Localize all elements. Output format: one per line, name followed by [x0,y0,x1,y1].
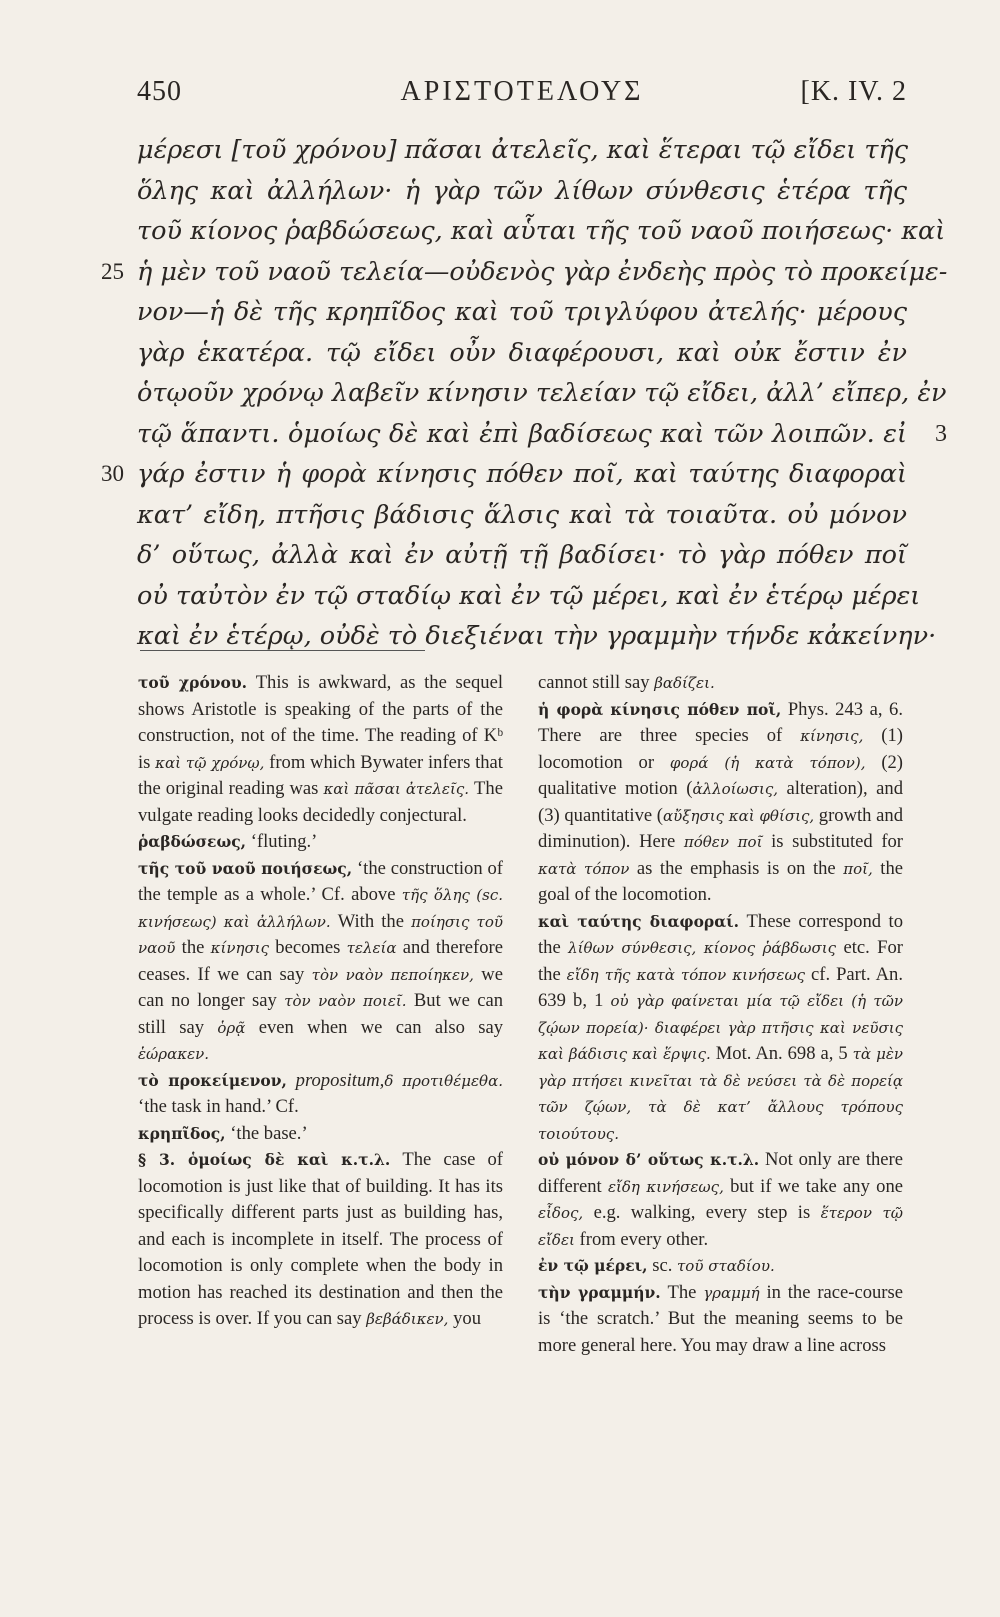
note-text: Phys. 243 a, 6. There are three species of [538,698,903,746]
note-text: and therefore ceases. If we can say [138,937,503,985]
note-text: The [660,1281,704,1303]
note-greek: λίθων σύνθεσις, κίονος ῥάβδωσις [568,939,837,957]
note-text: etc. For the [538,937,903,985]
note-text: as the emphasis is on the [629,857,844,879]
line-text: νον—ἡ δὲ τῆς κρηπῖδος καὶ τοῦ τριγλύφου ἀτελής· μέρους [137,297,907,327]
note-lemma: τὴν γραμμήν. [538,1282,661,1302]
line-text: ὁτῳοῦν χρόνῳ λαβεῖν κίνησιν τελείαν τῷ εἴδει, ἀλλ’ εἴπερ, ἐν [137,378,947,408]
text-line [137,373,947,414]
note-greek: εἴδη κινήσεως, [607,1177,724,1196]
note-greek: οὐ γὰρ φαίνεται μία τῷ εἴδει (ἡ τῶν ζῴων πορεία)· διαφέρει γὰρ πτῆσις καὶ νεῦσις καὶ βάδισις καὶ ἕρψις. [538,992,903,1063]
note-lemma: ῥαβδώσεως, [138,832,247,851]
note-text: growth and diminution). Here [538,804,903,852]
note-text: Mot. An. 698 a, 5 [710,1043,853,1064]
note-greek: τὸν ναὸν πεποίηκεν, [311,965,474,984]
running-title: ΑΡΙΣΤΟΤΕΛΟΥΣ [400,76,644,107]
note-text: Not only are there different [538,1149,904,1197]
commentary-note [538,670,903,697]
commentary-right-column [538,670,903,1359]
note-greek: κίνησις [210,939,270,957]
note-text: the goal of the locomotion. [538,857,904,905]
note-text: sc. [647,1255,677,1276]
line-number: 30 [101,461,124,486]
note-text: you [448,1308,481,1329]
note-lemma: τὸ προκείμενον, [138,1070,287,1090]
text-line [137,333,907,374]
note-lemma: κρηπῖδος, [138,1123,226,1143]
note-text: e.g. walking, every step is [583,1202,821,1223]
commentary-note [138,1147,503,1333]
note-text: from which Bywater infers that the original reading was [138,751,503,799]
commentary-note [538,909,903,1148]
commentary-left-column [138,670,503,1333]
note-text: cf. Part. An. 639 b, 1 [538,963,903,1011]
note-greek: κατὰ τόπον [538,859,630,878]
note-greek: τὰ μὲν γὰρ πτήσει κινεῖται τὰ δὲ νεύσει τὰ δὲ πορείᾳ τῶν ζῴων, τὰ δὲ κατ’ ἄλλους τρόπους τοιούτους. [538,1045,903,1143]
note-latin: propositum, [295,1069,385,1091]
note-greek: βαδίζει. [654,674,715,692]
note-text: is substituted for [762,831,903,852]
line-text: τοῦ κίονος ῥαβδώσεως, καὶ αὗται τῆς τοῦ ναοῦ ποιήσεως· καὶ [137,216,946,246]
note-text: (1) locomotion or [538,725,903,773]
line-text: καὶ ἐν ἑτέρῳ, οὐδὲ τὸ διεξιέναι τὴν γραμμὴν τήνδε κἀκείνην· [137,621,937,651]
note-lemma: § 3. ὁμοίως δὲ καὶ κ.τ.λ. [138,1150,391,1169]
line-text: γάρ ἐστιν ἡ φορὰ κίνησις πόθεν ποῖ, καὶ ταύτης διαφοραὶ [137,459,907,489]
text-line [137,292,907,333]
note-greek: δ προτιθέμεθα. [384,1071,503,1090]
greek-main-text [101,130,948,657]
note-text: ‘the construction of the temple as a whole.’ Cf. above [138,857,503,905]
note-greek: καὶ τῷ χρόνῳ, [155,753,265,772]
note-lemma: τοῦ χρόνου. [138,673,248,692]
commentary-note [538,1147,903,1253]
line-text: δ’ οὕτως, ἀλλὰ καὶ ἐν αὐτῇ τῇ βαδίσει· τὸ γὰρ πόθεν ποῖ [137,540,907,570]
commentary-note [138,1068,503,1121]
note-lemma: οὐ μόνον δ’ οὕτως κ.τ.λ. [538,1150,760,1169]
line-text: ὅλης καὶ ἀλλήλων· ἡ γὰρ τῶν λίθων σύνθεσις ἑτέρα τῆς [137,175,907,206]
section-number: 3 [935,420,947,447]
note-greek: τοῦ σταδίου. [677,1257,775,1275]
note-text: ‘the task in hand.’ Cf. [138,1096,299,1117]
note-lemma: καὶ ταύτης διαφοραί. [538,911,740,931]
note-text: ‘fluting.’ [246,831,318,852]
note-greek: πόθεν ποῖ [683,833,763,851]
line-text: οὐ ταὐτὸν ἐν τῷ σταδίῳ καὶ ἐν τῷ μέρει, καὶ ἐν ἑτέρῳ μέρει [137,580,921,611]
page-number: 450 [137,76,182,107]
note-greek: καὶ πᾶσαι ἀτελεῖς. [323,780,469,798]
commentary-note [138,856,503,1068]
line-text: ἡ μὲν τοῦ ναοῦ τελεία—οὐδενὸς γὰρ ἐνδεὴς πρὸς τὸ προκείμε- [137,256,948,287]
note-text: we can no longer say [138,963,503,1011]
commentary-note [138,670,503,829]
note-text: But we can still say [138,990,503,1038]
note-greek: τὸν ναὸν ποιεῖ. [284,992,407,1010]
commentary-note [538,697,903,909]
text-line [137,535,907,576]
note-text: but if we take any one [723,1175,904,1197]
section-reference: [K. IV. 2 [800,76,907,107]
note-lemma: τῆς τοῦ ναοῦ ποιήσεως, [138,858,353,878]
text-line [101,252,948,293]
text-line [137,171,907,212]
note-greek: ποῖ, [843,859,873,878]
note-text: the [175,937,211,958]
note-text: becomes [269,937,347,958]
commentary-note [138,1121,503,1148]
text-line [137,130,907,171]
note-greek: τελεία [346,939,397,957]
text-line [101,454,907,495]
note-greek: ἕτερον τῷ εἴδει [538,1204,904,1249]
note-text: These correspond to the [538,910,903,958]
note-text: The vulgate reading looks decidedly conjectural. [138,778,503,826]
line-text: κατ’ εἴδη, πτῆσις βάδισις ἅλσις καὶ τὰ τοιαῦτα. οὐ μόνον [137,499,907,530]
line-text: τῷ ἅπαντι. ὁμοίως δὲ καὶ ἐπὶ βαδίσεως καὶ τῶν λοιπῶν. εἰ [137,418,907,449]
note-text: (2) qualitative motion ( [538,751,903,799]
text-line [137,211,946,252]
note-text [287,1070,296,1091]
commentary-note [138,829,503,856]
note-greek: ἑώρακεν. [138,1045,210,1063]
note-greek: φορά (ἡ κατὰ τόπον), [669,753,866,772]
note-lemma: ἐν τῷ μέρει, [538,1256,648,1275]
commentary-note [538,1253,903,1280]
note-greek: τῆς ὅλης (sc. κινήσεως) καὶ ἀλλήλων. [138,886,503,931]
commentary-note [538,1280,903,1360]
line-text: γὰρ ἑκατέρα. τῷ εἴδει οὖν διαφέρουσι, καὶ οὐκ ἔστιν ἐν [137,337,907,368]
line-text: μέρεσι [τοῦ χρόνου] πᾶσαι ἀτελεῖς, καὶ ἕτεραι τῷ εἴδει τῆς [137,135,909,165]
note-text: from every other. [574,1228,709,1250]
note-text: This is awkward, as the sequel shows Aristotle is speaking of the parts of the construction, not of the time. The reading of Kᵇ is [138,672,503,773]
note-greek: κίνησις, [800,727,864,745]
note-greek: βεβάδικεν, [366,1310,449,1328]
note-greek: ποίησις τοῦ ναοῦ [138,912,503,957]
note-text: ‘the base.’ [225,1122,308,1144]
note-greek: αὔξησις καὶ φθίσις, [662,806,815,825]
footnote-rule [140,650,425,651]
note-text: cannot still say [538,672,655,693]
note-text: in the race-course is ‘the scratch.’ But the meaning seems to be more general here. You may draw a line across [538,1281,903,1356]
note-greek: ὁρᾷ [217,1018,246,1037]
note-greek: γραμμή [703,1283,760,1302]
text-line [137,414,947,455]
note-text: even when we can also say [245,1016,503,1038]
text-line [137,576,921,617]
note-text: alteration), and (3) quantitative ( [538,778,903,826]
note-greek: εἶδος, [538,1204,584,1222]
note-greek: ἀλλοίωσις, [692,780,779,798]
running-header [137,76,907,116]
note-lemma: ἡ φορὰ κίνησις πόθεν ποῖ, [538,699,782,719]
note-text: With the [330,910,412,932]
text-line [137,495,907,536]
note-greek: εἴδη τῆς κατὰ τόπον κινήσεως [566,965,806,984]
line-number: 25 [101,258,124,284]
note-text: The case of locomotion is just like that of building. It has its specifically different parts just as building has, and each is incomplete in itself. The process of locomotion is only complete when the body in motion has reached its destination and then the process is over. If you can say [138,1149,503,1329]
